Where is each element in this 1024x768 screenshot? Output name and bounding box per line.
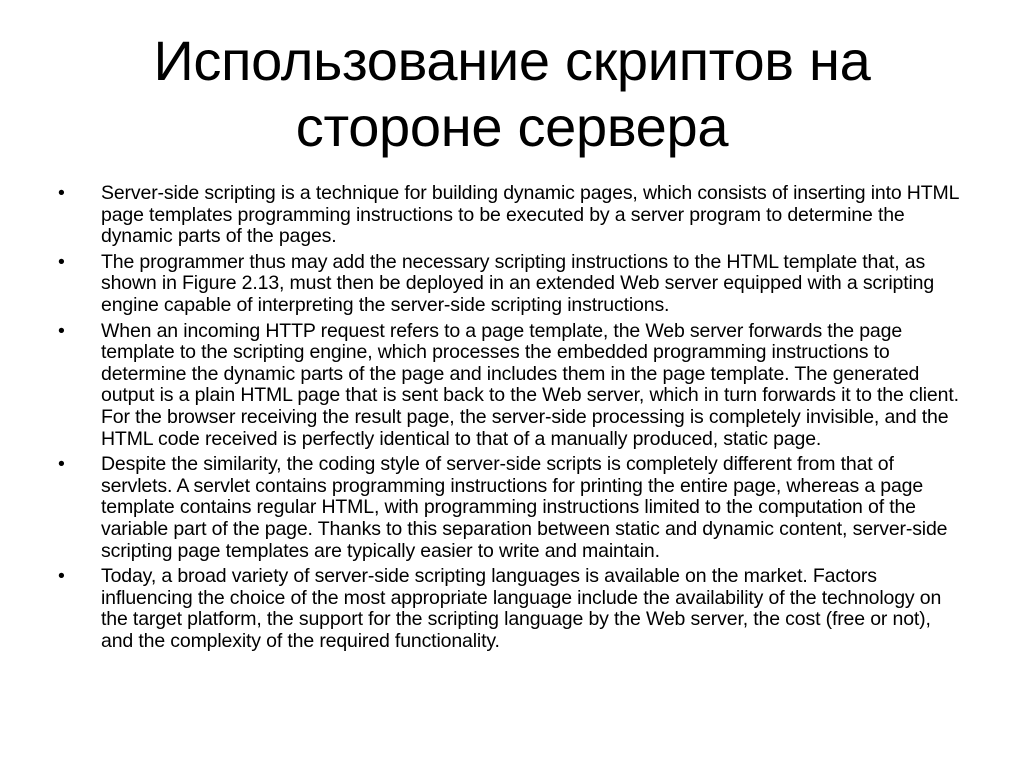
bullet-marker: • <box>58 319 65 342</box>
bullet-item <box>58 566 968 652</box>
bullet-item <box>58 252 968 317</box>
bullet-text: Despite the similarity, the coding style of server-side scripts is completely different from that of servlets. A servlet contains programming instructions for printing the entire page, whereas a page template contains regular HTML, with programming instructions limited to the computation of the variable part of the page. Thanks to this separation between static and dynamic content, server-side scripting page templates are typically easier to write and maintain. <box>101 453 948 562</box>
bullet-text: The programmer thus may add the necessary scripting instructions to the HTML template that, as shown in Figure 2.13, must then be deployed in an extended Web server equipped with a scripting engine capable of interpreting the server-side scripting instructions. <box>101 250 935 316</box>
bullet-text: When an incoming HTTP request refers to a page template, the Web server forwards the page template to the scripting engine, which processes the embedded programming instructions to determine the dynamic parts of the page and includes them in the page template. The generated output is a plain HTML page that is sent back to the Web server, which in turn forwards it to the client. For the browser receiving the result page, the server-side processing is completely invisible, and the HTML code received is perfectly identical to that of a manually produced, static page. <box>101 319 959 450</box>
bullet-list <box>58 183 968 656</box>
bullet-item <box>58 321 968 451</box>
bullet-marker: • <box>58 565 65 588</box>
bullet-marker: • <box>58 182 65 204</box>
bullet-text: Server-side scripting is a technique for building dynamic pages, which consists of inserting into HTML page templates programming instructions to be executed by a server program to determine the dynamic parts of the pages. <box>101 182 959 248</box>
bullet-item <box>58 183 968 248</box>
bullet-marker: • <box>58 453 65 476</box>
slide-title-line-2: стороне сервера <box>295 95 729 158</box>
slide-title <box>70 28 954 160</box>
bullet-marker: • <box>58 250 65 273</box>
bullet-item <box>58 454 968 562</box>
bullet-text: Today, a broad variety of server-side scripting languages is available on the market. Factors influencing the choice of the most appropriate language include the availability of the technology on the target platform, the support for the scripting language by the Web server, the cost (free or not), and the complexity of the required functionality. <box>101 565 942 652</box>
slide-title-line-1: Использование скриптов на <box>153 29 871 92</box>
